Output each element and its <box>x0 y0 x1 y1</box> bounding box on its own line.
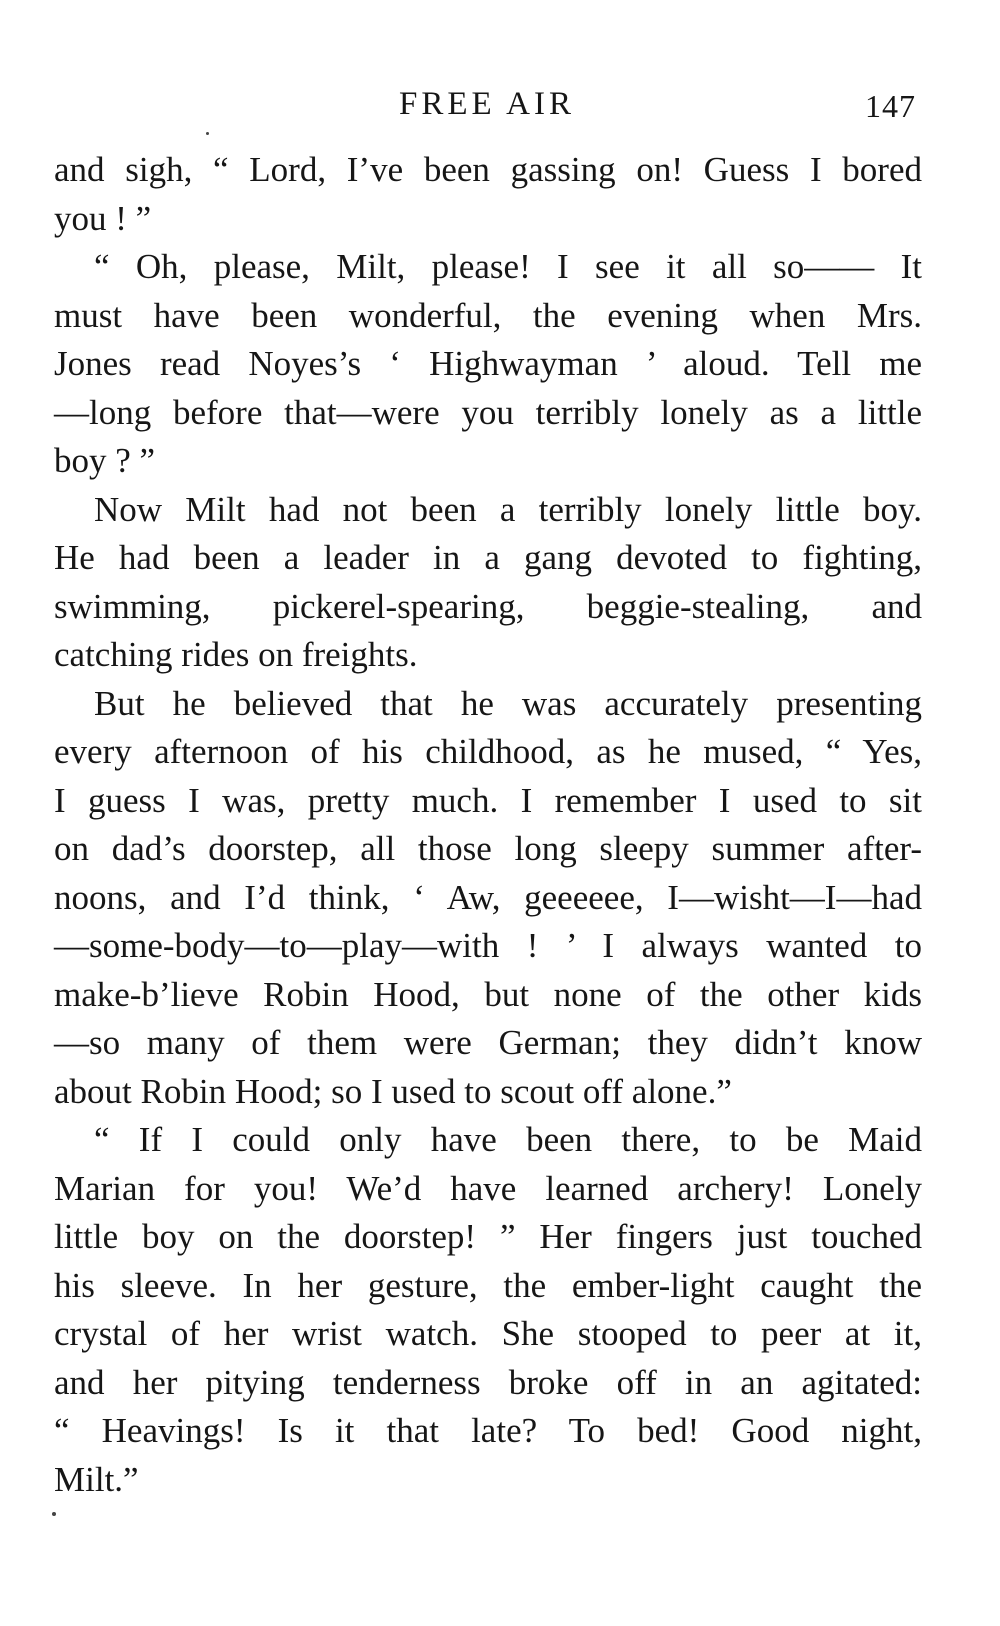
text-line: about Robin Hood; so I used to scout off alone.” <box>54 1071 732 1111</box>
text-line: “ Oh, please, Milt, please! I see it all so—— It <box>94 247 922 286</box>
text-line: Marian for you! We’d have learned archery! Lonely <box>54 1168 922 1208</box>
text-line: “ Heavings! Is it that late? To bed! Good night, <box>54 1411 922 1450</box>
text-line: He had been a leader in a gang devoted to fighting, <box>54 538 922 577</box>
text-line: —long before that—were you terribly lonely as a little <box>54 392 922 432</box>
text-line: —so many of them were German; they didn’t know <box>54 1023 922 1062</box>
text-line: Milt.” <box>54 1459 139 1499</box>
text-line: But he believed that he was accurately presenting <box>94 683 922 723</box>
text-line: noons, and I’d think, ‘ Aw, geeeeee, I—wisht—I—had <box>54 877 922 917</box>
text-line: must have been wonderful, the evening when Mrs. <box>54 295 922 335</box>
text-line: —some-body—to—play—with ! ’ I always wanted to <box>54 926 922 965</box>
text-line: swimming, pickerel-spearing, beggie-stealing, and <box>54 586 922 626</box>
text-line: every afternoon of his childhood, as he mused, “ Yes, <box>54 732 922 771</box>
print-speck <box>52 1512 56 1516</box>
text-line: catching rides on freights. <box>54 635 418 674</box>
text-line: and sigh, “ Lord, I’ve been gassing on! Guess I bored <box>54 150 922 189</box>
text-line: boy ? ” <box>54 441 156 480</box>
running-head <box>54 84 920 132</box>
text-line: crystal of her wrist watch. She stooped to peer at it, <box>54 1314 922 1353</box>
text-line: little boy on the doorstep! ” Her fingers just touched <box>54 1217 922 1256</box>
text-line: Jones read Noyes’s ‘ Highwayman ’ aloud. Tell me <box>54 344 922 383</box>
text-line: Now Milt had not been a terribly lonely little boy. <box>94 489 922 529</box>
text-line: and her pitying tenderness broke off in an agitated: <box>54 1362 922 1402</box>
text-line: I guess I was, pretty much. I remember I used to sit <box>54 780 922 820</box>
text-line: you ! ” <box>54 198 152 238</box>
text-line: make-b’lieve Robin Hood, but none of the other kids <box>54 974 922 1014</box>
print-speck <box>206 132 209 135</box>
page-number: 147 <box>865 88 916 124</box>
body-text <box>54 146 922 1504</box>
running-title: FREE AIR <box>399 86 575 122</box>
text-line: “ If I could only have been there, to be Maid <box>94 1120 922 1159</box>
text-line: his sleeve. In her gesture, the ember-light caught the <box>54 1265 922 1305</box>
text-line: on dad’s doorstep, all those long sleepy summer after- <box>54 829 922 868</box>
